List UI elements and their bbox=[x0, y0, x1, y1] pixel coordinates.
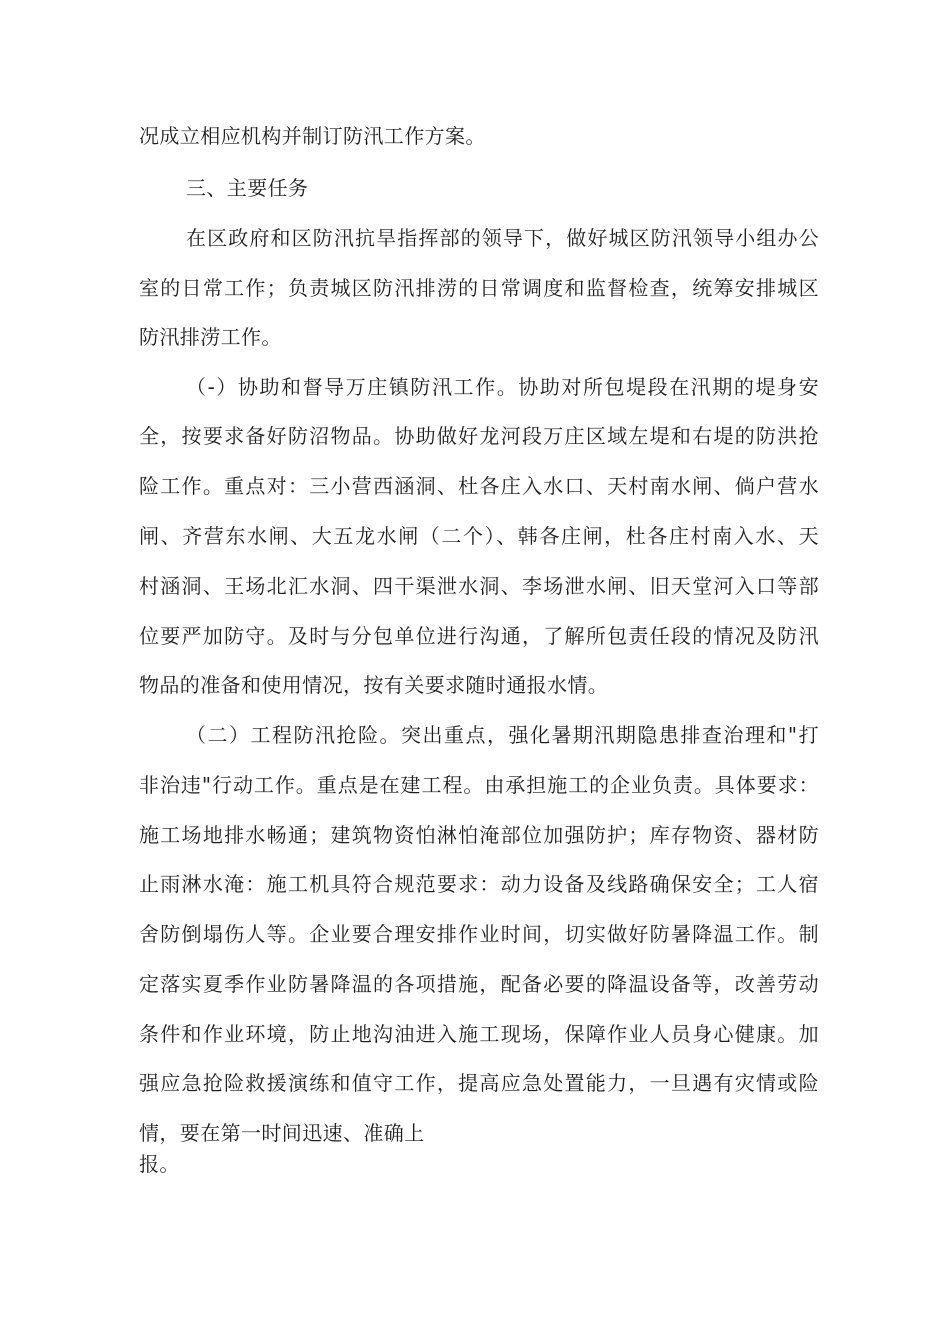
section-heading: 三、主要任务 bbox=[186, 176, 309, 200]
paragraph-line: 情，要在第一时间迅速、准确上 bbox=[139, 1121, 425, 1145]
paragraph-line: 闸、齐营东水闸、大五龙水闸（二个）、韩各庄闸，杜各庄村南入水、天 bbox=[139, 524, 819, 548]
paragraph-line: 位要严加防守。及时与分包单位进行沟通，了解所包责任段的情况及防汛 bbox=[139, 624, 819, 648]
paragraph-line: 险工作。重点对：三小营西涵洞、杜各庄入水口、天村南水闸、倘户营水 bbox=[139, 474, 819, 498]
paragraph-line: 定落实夏季作业防暑降温的各项措施，配备必要的降温设备等，改善劳动 bbox=[139, 972, 819, 996]
paragraph-line: 室的日常工作；负责城区防汛排涝的日常调度和监督检查，统筹安排城区 bbox=[139, 276, 819, 300]
paragraph-line: 强应急抢险救援演练和值守工作，提高应急处置能力，一旦遇有灾情或险 bbox=[139, 1071, 819, 1095]
paragraph-line: 条件和作业环境，防止地沟油进入施工现场，保障作业人员身心健康。加 bbox=[139, 1022, 819, 1046]
paragraph-line: 报。 bbox=[139, 1152, 180, 1176]
paragraph-line: 防汛排涝工作。 bbox=[139, 325, 282, 349]
paragraph-line: 物品的准备和使用情况，按有关要求随时通报水情。 bbox=[139, 673, 609, 697]
paragraph-line: 施工场地排水畅通；建筑物资怕淋怕淹部位加强防护；库存物资、器材防 bbox=[139, 823, 819, 847]
paragraph-line: 止雨淋水淹：施工机具符合规范要求：动力设备及线路确保安全；工人宿 bbox=[139, 872, 819, 896]
paragraph-line: 非治违"行动工作。重点是在建工程。由承担施工的企业负责。具体要求： bbox=[139, 773, 819, 797]
paragraph-line: （-）协助和督导万庄镇防汛工作。协助对所包堤段在汛期的堤身安 bbox=[186, 375, 819, 399]
paragraph-line: （二）工程防汛抢险。突出重点，强化暑期汛期隐患排查治理和"打 bbox=[186, 723, 819, 747]
paragraph-line: 全，按要求备好防沼物品。协助做好龙河段万庄区域左堤和右堤的防洪抢 bbox=[139, 424, 819, 448]
paragraph-line: 在区政府和区防汛抗旱指挥部的领导下，做好城区防汛领导小组办公 bbox=[186, 226, 819, 250]
paragraph-line: 况成立相应机构并制订防汛工作方案。 bbox=[139, 124, 486, 148]
paragraph-line: 村涵洞、王场北汇水洞、四干渠泄水洞、李场泄水闸、旧天堂河入口等部 bbox=[139, 574, 819, 598]
paragraph-line: 舍防倒塌伤人等。企业要合理安排作业时间，切实做好防暑降温工作。制 bbox=[139, 922, 819, 946]
